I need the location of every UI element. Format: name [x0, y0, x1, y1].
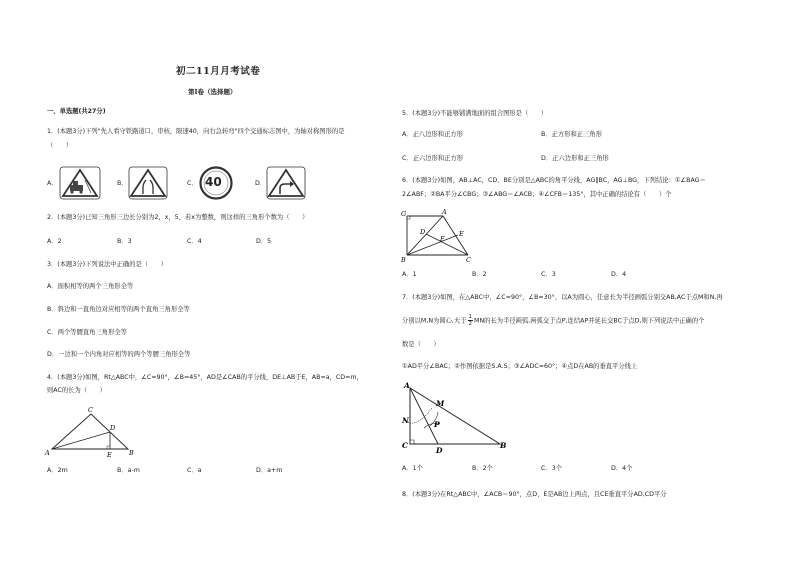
q6-label-e: E [459, 230, 464, 238]
q3-option-a: A．面积相等的两个三角形全等 [47, 283, 134, 290]
q6-label-d: D [420, 228, 426, 236]
q7-label-m: M [436, 399, 445, 408]
q4-label-e: E [107, 451, 112, 459]
q7-label-n: N [402, 416, 409, 425]
q6-option-b: B．2 [472, 271, 487, 278]
q6-option-c: C．3 [541, 271, 556, 278]
q2-option-b: B．3 [117, 238, 132, 245]
q7-option-a: A．1个 [402, 465, 423, 472]
q4-option-a: A．2m [47, 467, 68, 474]
q4-option-b: B．a-m [117, 467, 140, 474]
q5-option-d: D．正六边形和正三角形 [541, 155, 609, 162]
q7-frac-den: 2 [468, 321, 473, 327]
q6-label-c: C [466, 256, 471, 264]
q7-stem-line3: 数是（ ） [402, 341, 440, 348]
q7-frac-num: 1 [468, 314, 473, 320]
q7-stem-line1: 7．(本题3分)如图，在△ABC中，∠C=90°，∠B=30°，以A为圆心，任意长为半径画弧分别交AB,AC于点M和N,再 [402, 294, 723, 301]
q7-stem-line2-b: MN的长为半径画弧,两弧交于点P,连结AP并延长交BC于点D,则下列说法中正确的个 [474, 317, 705, 325]
q7-stem-line4: ①AD平分∠BAC；②作图依据是S.A.S；③∠ADC=60°；④点D在AB的垂直平分线上 [402, 363, 638, 370]
q7-label-c: C [402, 441, 408, 450]
speed-limit-text: 40 [205, 175, 222, 189]
q4-label-a: A [45, 449, 50, 457]
q1-option-b-label: B． [117, 180, 128, 187]
q4-label-c: C [88, 406, 93, 414]
q7-label-a: A [404, 381, 410, 390]
q1-sign-c-icon [199, 166, 233, 202]
q3-option-c: C．两个等腰直角三角形全等 [47, 329, 127, 336]
q4-option-c: C．a [187, 467, 202, 474]
q1-sign-d-icon [266, 166, 306, 202]
q7-option-d: D．4个 [611, 465, 633, 472]
section-heading: 一、单选题(共27分) [47, 108, 106, 115]
q1-stem: 1．(本题3分)下列"先人看守铁路道口，审核，限速40，向右急转弯"四个交通标志图中，为轴对称图形的是 [47, 128, 345, 135]
q2-option-c: C．4 [187, 238, 202, 245]
q7-fraction [468, 314, 474, 327]
q6-label-b: B [401, 256, 406, 264]
q7-label-d: D [436, 446, 443, 455]
q6-label-a: A [442, 208, 447, 216]
page-title: 初二11月月考试卷 [176, 66, 261, 77]
q7-option-c: C．3个 [541, 465, 562, 472]
q7-label-b: B [500, 441, 507, 450]
q4-stem-line1: 4．(本题3分)如图，Rt△ABC中，∠C=90°，∠B=45°，AD是∠CAB的平分线，DE⊥AB于E，AB=a，CD=m， [47, 374, 363, 381]
q1-option-d-label: D． [255, 180, 267, 187]
q2-option-d: D．5 [256, 238, 272, 245]
q1-paren: （ ） [47, 142, 73, 149]
q5-option-a: A．正八边形和正方形 [402, 131, 463, 138]
q2-stem: 2．(本题3分)已知三角形三边长分别为2，x，5，若x为整数，则这样的三角形个数为（ ） [47, 214, 309, 221]
q4-label-b: B [129, 449, 134, 457]
q7-option-b: B．2个 [472, 465, 493, 472]
q6-option-d: D．4 [611, 271, 627, 278]
q7-label-p: P [434, 420, 440, 429]
q5-stem: 5．(本题3分)不能够铺满地面的组合图形是（ ） [402, 110, 548, 117]
q3-option-d: D．一边和一个内角对应相等的两个等腰三角形全等 [47, 351, 191, 358]
volume-subtitle: 第Ⅰ卷（选择题） [188, 88, 237, 96]
q6-geometry-figure [400, 205, 484, 267]
q4-label-d: D [110, 424, 116, 432]
q5-option-b: B．正方形和正三角形 [541, 131, 602, 138]
q1-option-a-label: A． [47, 180, 58, 187]
q4-stem-line2: 则AC的长为（ ） [47, 387, 106, 394]
q7-construction-figure [400, 378, 512, 458]
q6-stem-line2: 2∠ABF；②BA平分∠CBG；③∠ABG＝∠ACB；④∠CFB＝135°，其中正确的结论有（ ）个 [402, 191, 672, 198]
q7-stem-line2 [402, 314, 704, 327]
q1-sign-a-icon [59, 166, 101, 202]
q7-stem-line2-a: 分别以M,N为圆心,大于 [402, 317, 467, 325]
q4-triangle-figure [44, 402, 140, 462]
q1-option-c-label: C． [187, 180, 198, 187]
q5-option-c: C．正六边形和正方形 [402, 155, 464, 162]
q3-stem: 3．(本题3分)下列说法中正确的是（ ） [47, 261, 167, 268]
q6-option-a: A．1 [402, 271, 417, 278]
q2-option-a: A．2 [47, 238, 62, 245]
q6-stem-line1: 6．(本题3分)如图，AB⊥AC，CD、BE分别是△ABC的角平分线，AG∥BC，AG⊥BG，下列结论：①∠BAG＝ [402, 177, 706, 184]
q8-stem: 8．(本题3分)在Rt△ABC中，∠ACB＝90°，点D、E是AB边上两点，且CE垂直平分AD,CD平分 [402, 491, 667, 498]
q1-sign-b-icon [128, 166, 168, 202]
q4-option-d: D．a+m [256, 467, 283, 474]
q6-label-f: F [440, 235, 445, 243]
q6-label-g: G [401, 210, 407, 218]
q3-option-b: B．斜边和一直角边对应相等的两个直角三角形全等 [47, 306, 190, 313]
